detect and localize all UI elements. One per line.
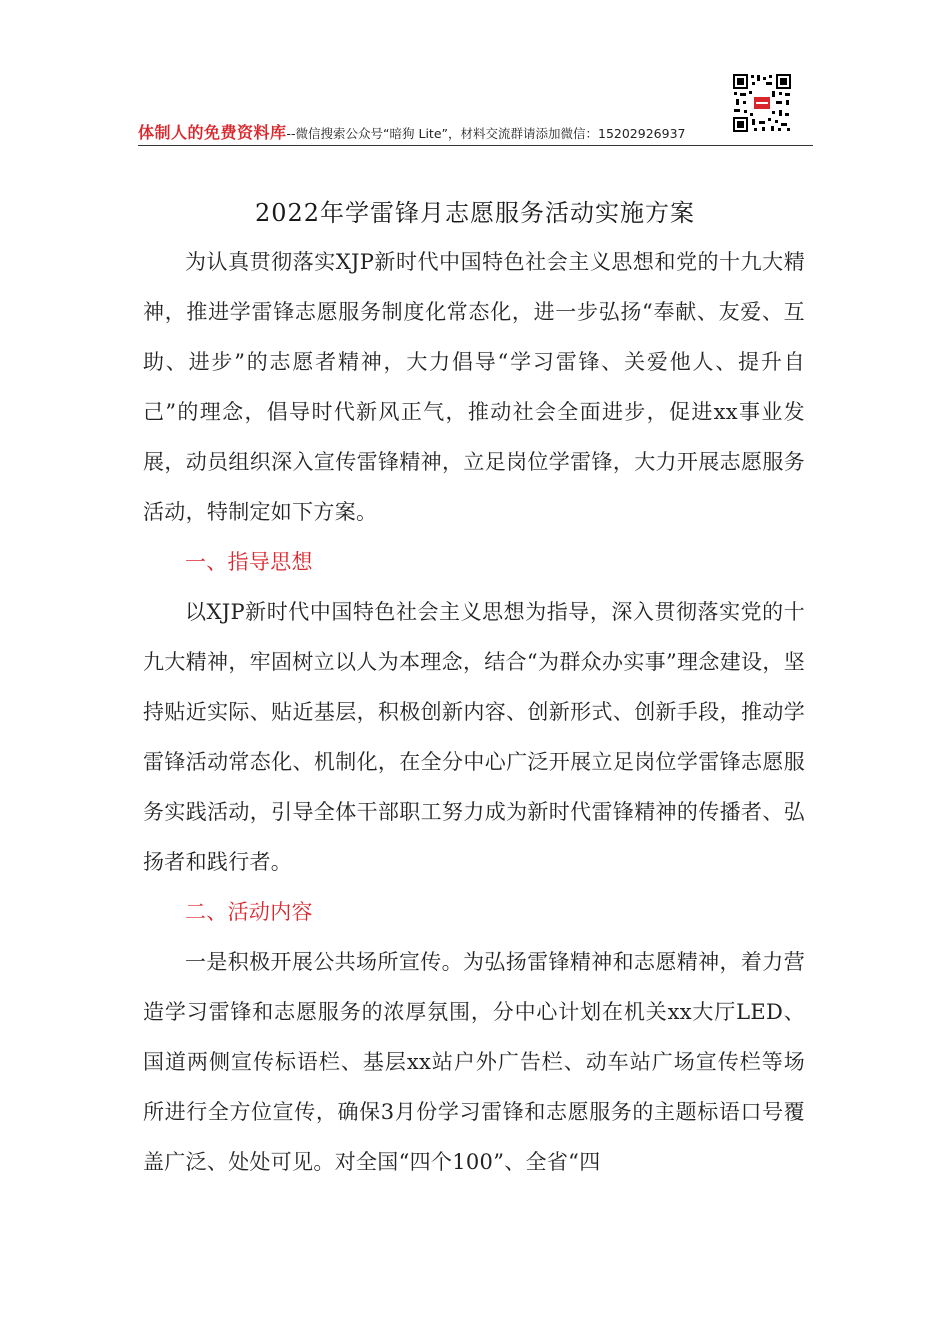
section-heading-activity-content: 二、活动内容 (185, 900, 313, 924)
header-divider (138, 145, 813, 146)
intro-paragraph: 为认真贯彻落实XJP新时代中国特色社会主义思想和党的十九大精神，推进学雷锋志愿服务制度化常态化，进一步弘扬“奉献、友爱、互助、进步”的志愿者精神，大力倡导“学习雷锋、关爱他人、提升自己”的理念，倡导时代新风正气，推动社会全面进步，促进xx事业发展，动员组织深入宣传雷锋精神，立足岗位学雷锋，大力开展志愿服务活动，特制定如下方案。 (143, 250, 805, 524)
section-paragraph-guiding-ideology: 以XJP新时代中国特色社会主义思想为指导，深入贯彻落实党的十九大精神，牢固树立以人为本理念，结合“为群众办实事”理念建设，坚持贴近实际、贴近基层，积极创新内容、创新形式、创新手段，推动学雷锋活动常态化、机制化，在全分中心广泛开展立足岗位学雷锋志愿服务实践活动，引导全体干部职工努力成为新时代雷锋精神的传播者、弘扬者和践行者。 (143, 600, 805, 874)
document-title: 2022年学雷锋月志愿服务活动实施方案 (254, 199, 696, 227)
document-body (143, 237, 805, 1187)
header-note: --微信搜索公众号“暗狗 Lite”，材料交流群请添加微信：15202926937 (286, 126, 686, 141)
section-heading-guiding-ideology: 一、指导思想 (185, 550, 313, 574)
header-brand: 体制人的免费资料库 (138, 123, 287, 142)
qr-code-icon (732, 73, 792, 133)
page-header (138, 120, 810, 146)
section-paragraph-activity-content: 一是积极开展公共场所宣传。为弘扬雷锋精神和志愿精神，着力营造学习雷锋和志愿服务的浓厚氛围，分中心计划在机关xx大厅LED、国道两侧宣传标语栏、基层xx站户外广告栏、动车站广场宣传栏等场所进行全方位宣传，确保3月份学习雷锋和志愿服务的主题标语口号覆盖广泛、处处可见。对全国“四个100”、全省“四 (143, 950, 805, 1174)
